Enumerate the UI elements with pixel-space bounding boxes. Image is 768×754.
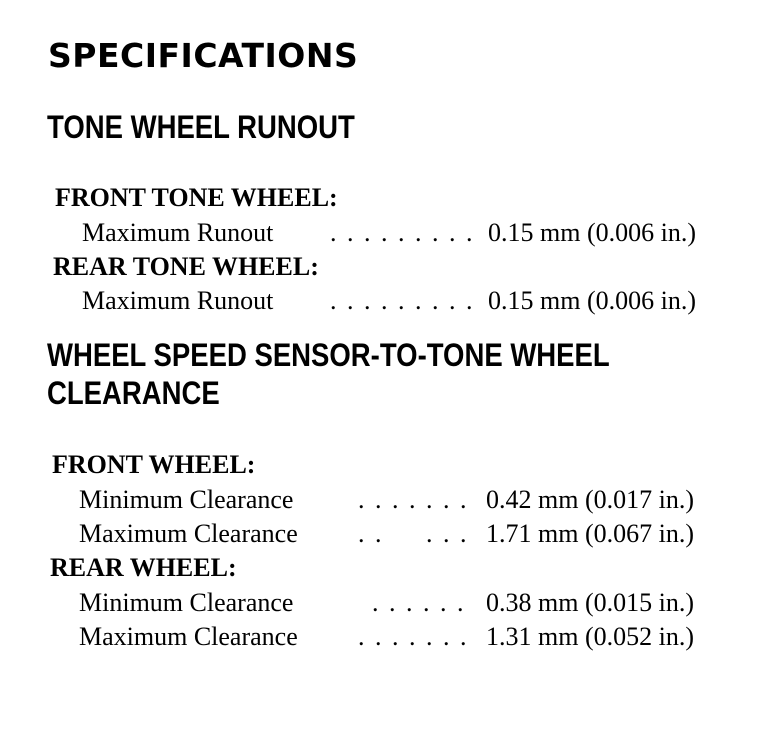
section-heading-tone-wheel-runout: TONE WHEEL RUNOUT — [47, 109, 355, 145]
spec-label: Maximum Runout — [82, 218, 274, 247]
spec-row-front-tone-wheel-max-runout — [0, 218, 768, 250]
group-label-front-tone-wheel: FRONT TONE WHEEL: — [55, 183, 338, 212]
spec-value: 0.42 mm (0.017 in.) — [486, 485, 694, 514]
group-label-rear-tone-wheel: REAR TONE WHEEL: — [53, 252, 319, 281]
spec-label: Minimum Clearance — [79, 588, 294, 617]
leader-dots: . . . . . . . — [358, 485, 469, 514]
spec-row-rear-wheel-min-clearance — [0, 588, 768, 620]
leader-dots: . . . . . . . . . — [330, 218, 475, 247]
leader-dots: . . . . . — [358, 519, 469, 548]
page-title: SPECIFICATIONS — [48, 36, 359, 75]
spec-row-rear-wheel-max-clearance — [0, 622, 768, 654]
spec-row-front-wheel-max-clearance — [0, 519, 768, 551]
spec-row-front-wheel-min-clearance — [0, 485, 768, 517]
section-heading-sensor-clearance-line-1: WHEEL SPEED SENSOR-TO-TONE WHEEL — [47, 337, 610, 373]
spec-value: 0.15 mm (0.006 in.) — [488, 286, 696, 315]
spec-label: Maximum Clearance — [79, 519, 298, 548]
leader-dots: . . . . . . — [372, 588, 466, 617]
spec-value: 1.31 mm (0.052 in.) — [486, 622, 694, 651]
spec-label: Minimum Clearance — [79, 485, 294, 514]
spec-value: 0.38 mm (0.015 in.) — [486, 588, 694, 617]
group-label-front-wheel: FRONT WHEEL: — [52, 450, 256, 479]
leader-dots: . . . . . . . . . — [330, 286, 475, 315]
section-heading-sensor-clearance-line-2: CLEARANCE — [47, 375, 220, 411]
spec-label: Maximum Clearance — [79, 622, 298, 651]
group-label-rear-wheel: REAR WHEEL: — [50, 553, 237, 582]
spec-value: 1.71 mm (0.067 in.) — [486, 519, 694, 548]
spec-value: 0.15 mm (0.006 in.) — [488, 218, 696, 247]
spec-label: Maximum Runout — [82, 286, 274, 315]
leader-dots: . . . . . . . — [358, 622, 469, 651]
spec-row-rear-tone-wheel-max-runout — [0, 286, 768, 318]
